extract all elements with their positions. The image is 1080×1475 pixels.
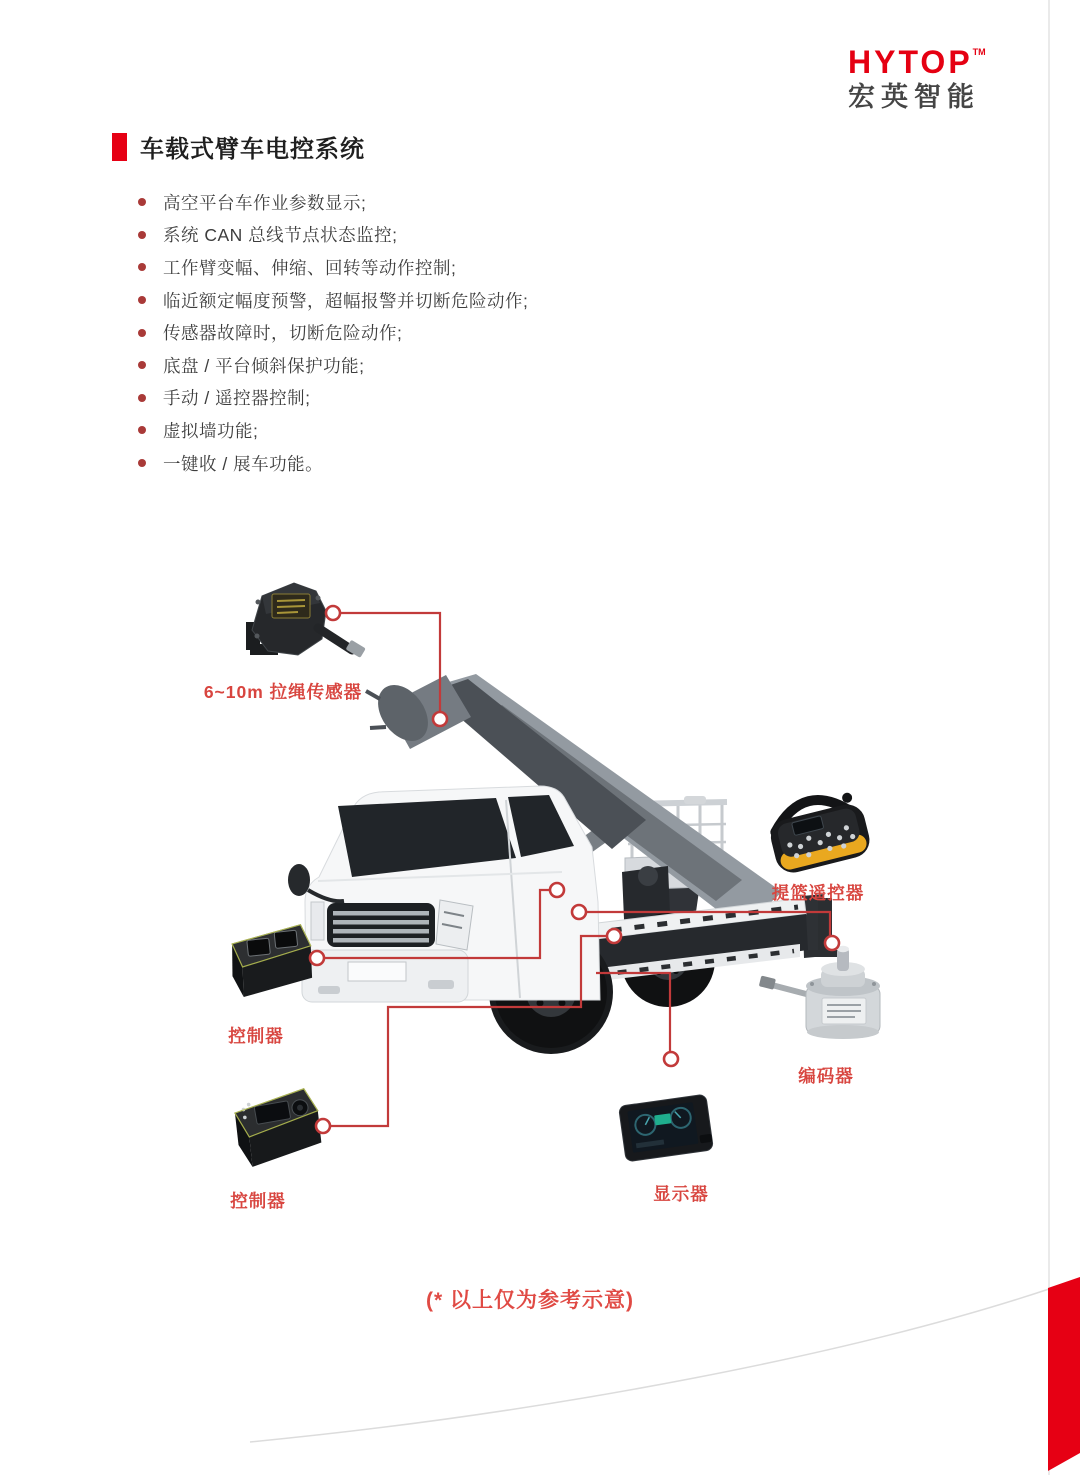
feature-text: 手动 / 遥控器控制; [163,388,311,409]
feature-item [138,349,528,382]
label-display: 显示器 [653,1184,709,1204]
label-rope-sensor: 6~10m 拉绳传感器 [203,682,363,702]
display-endpoint [664,1052,678,1066]
feature-item [138,447,528,480]
bullet-dot-icon [138,459,146,467]
bed-left-endpoint [572,905,586,919]
feature-text: 工作臂变幅、伸缩、回转等动作控制; [163,257,457,278]
brand-name [848,46,1038,78]
controller-bottom-image [231,1087,326,1169]
feature-text: 一键收 / 展车功能。 [163,453,324,474]
section-header [112,129,365,164]
feature-item [138,414,528,447]
trademark-symbol: TM [972,47,986,57]
truck-illustration [288,674,838,1054]
rope-sensor-endpoint [326,606,340,620]
controller-top-endpoint [310,951,324,965]
label-controller-bottom: 控制器 [230,1191,286,1211]
encoder-image [759,946,880,1039]
bullet-dot-icon [138,263,146,271]
bullet-dot-icon [138,296,146,304]
bullet-dot-icon [138,198,146,206]
display-image [619,1094,714,1162]
feature-text: 系统 CAN 总线节点状态监控; [163,225,398,246]
bed-endpoint [607,929,621,943]
feature-text: 传感器故障时，切断危险动作; [163,323,403,344]
brand-subtitle: 宏英智能 [848,82,980,112]
boom-base-endpoint [550,883,564,897]
bullet-dot-icon [138,426,146,434]
feature-item [138,316,528,349]
brand-wordmark: HYTOP [848,44,973,80]
feature-text: 底盘 / 平台倾斜保护功能; [163,355,365,376]
label-encoder: 编码器 [798,1066,854,1086]
feature-item [138,382,528,415]
bullet-dot-icon [138,329,146,337]
reference-note: (* 以上仅为参考示意) [426,1289,634,1312]
feature-item [138,186,528,219]
bullet-dot-icon [138,394,146,402]
side-mirror [288,864,310,896]
section-title: 车载式臂车电控系统 [140,136,365,163]
encoder-endpoint [825,936,839,950]
feature-item [138,284,528,317]
boom-endpoint [433,712,447,726]
bullet-dot-icon [138,361,146,369]
feature-text: 高空平台车作业参数显示; [163,192,367,213]
feature-list [138,186,528,479]
basket-remote-image [764,789,873,876]
label-controller-top: 控制器 [228,1026,284,1046]
rope-sensor-image [246,583,366,658]
title-marker-icon [112,133,127,161]
bullet-dot-icon [138,231,146,239]
controller-bottom-endpoint [316,1119,330,1133]
label-basket-remote: 提篮遥控器 [771,883,865,903]
feature-text: 临近额定幅度预警，超幅报警并切断危险动作; [163,290,529,311]
feature-text: 虚拟墙功能; [163,420,259,441]
feature-item [138,251,528,284]
brand-logo [848,46,1038,111]
corner-ribbon [1048,1277,1080,1471]
feature-item [138,219,528,252]
